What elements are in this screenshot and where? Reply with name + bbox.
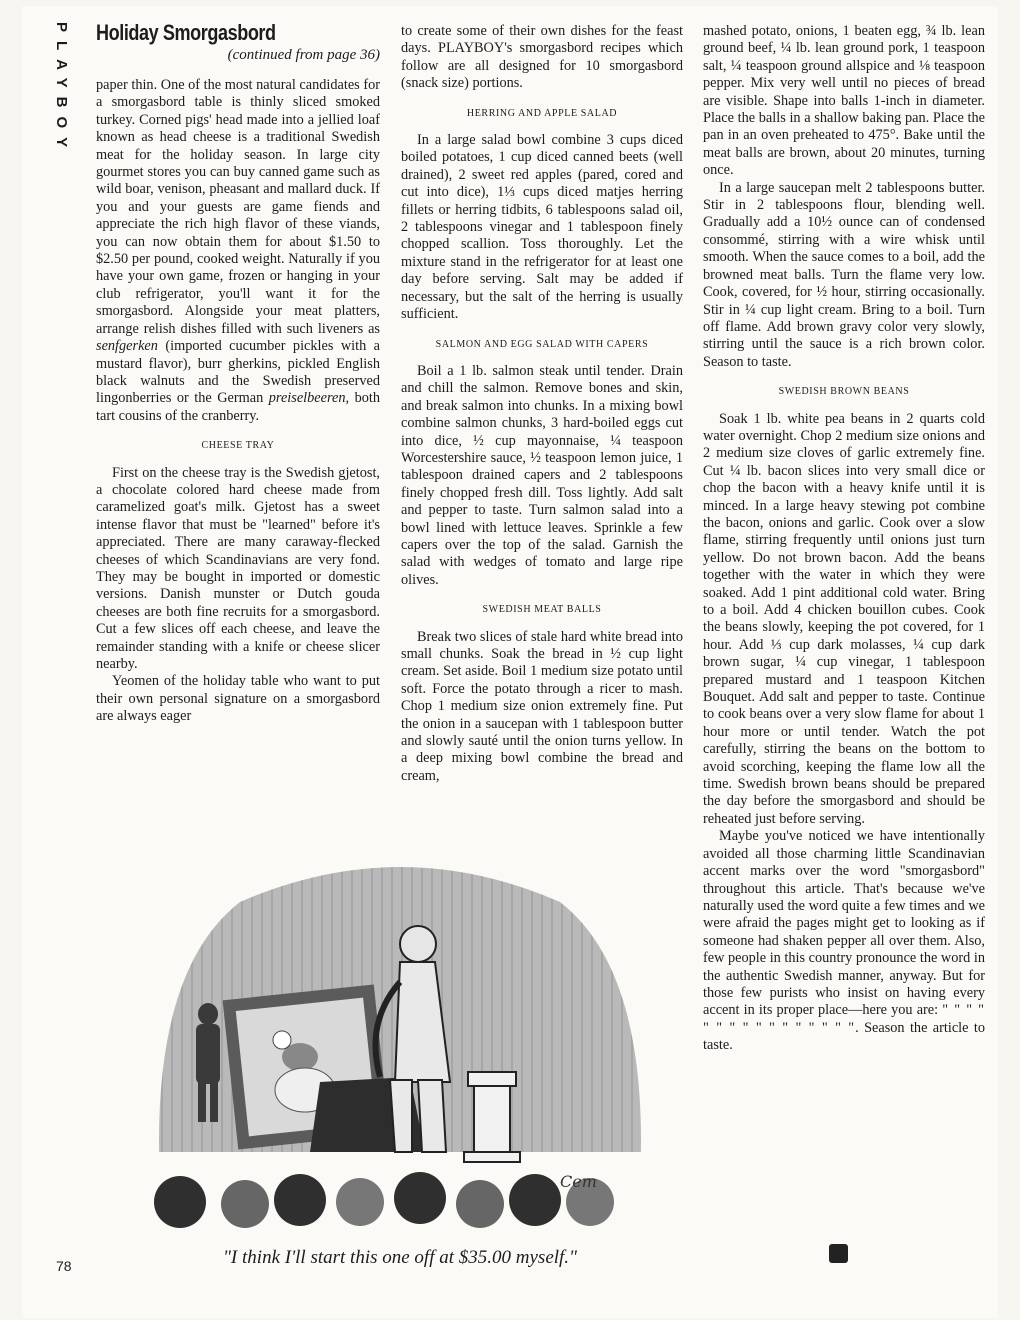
paragraph: Boil a 1 lb. salmon steak until tender. Drain and chill the salmon. Remove bones and skin, and break salmon into chunks. In a mixing bowl combine salmon chunks, 3 hard-boiled eggs cut into dice, ½ cup mayonnaise, ¼ teaspoon Worcestershire sauce, ½ teaspoon lemon juice, 1 tablespoon drained capers and 2 tablespoons finely chopped fresh dill. Toss lightly. Add salt and pepper to taste. Turn salmon salad into a bowl lined with lettuce leaves. Sprinkle a few capers over the top of the salad. Garnish the salad with wedges of tomato and large ripe olives. <box>401 362 683 588</box>
section-heading: CHEESE TRAY <box>201 440 275 452</box>
masthead: PLAYBOY <box>53 22 70 157</box>
cartoon-caption: "I think I'll start this one off at $35.00 myself." <box>222 1247 578 1268</box>
accent-marks: " " " " " " " " " " " " " " " " <box>703 1002 985 1036</box>
paragraph: Yeomen of the holiday table who want to put their own personal signature on a smorgasbord are always eager <box>96 673 380 725</box>
column-3 <box>703 23 985 1055</box>
section-heading: HERRING AND APPLE SALAD <box>466 107 618 119</box>
paragraph: mashed potato, onions, 1 beaten egg, ¾ lb. lean ground beef, ¼ lb. lean ground pork, 1 teaspoon salt, ¼ teaspoon ground allspice and ⅛ teaspoon pepper. Mix very well until no pieces of bread are visible. Shape into balls 1-inch in diameter. Place the balls in a shallow baking pan. Place the pan in an oven preheated to 475°. Bake until the meat balls are brown, about 20 minutes, turning once. <box>703 23 985 179</box>
section-heading: SALMON AND EGG SALAD WITH CAPERS <box>435 338 649 350</box>
page-number: 78 <box>56 1258 72 1274</box>
paragraph: First on the cheese tray is the Swedish gjetost, a chocolate colored hard cheese made from caramelized goat's milk. Gjetost has a sweet intense flavor that must be "learned" before it's appreciated. There are many caraway-flecked cheeses of which Scandinavians are very fond. They may be bought in imported or domestic versions. Danish munster or Dutch gouda cheeses are both fine recruits for a smorgasbord. Cut a few slices off each cheese, and leave the remainder standing with a knife or cheese slicer nearby. <box>96 464 380 672</box>
column-1 <box>96 77 380 726</box>
continued-note: (continued from page 36) <box>227 47 380 63</box>
paragraph: In a large salad bowl combine 3 cups diced boiled potatoes, 1 cup diced canned beets (well drained), 2 sweet red apples (pared, cored and cut into dice), 1⅓ cups diced matjes herring fillets or herring tidbits, 6 tablespoons salad oil, 2 tablespoons vinegar and 1 tablespoon finely chopped scallion. Toss thoroughly. Let the mixture stand in the refrigerator for at least one day before serving. Salt may be added if necessary, but the salt of the herring is usually sufficient. <box>401 132 683 323</box>
section-heading: SWEDISH MEAT BALLS <box>482 604 602 616</box>
section-heading: SWEDISH BROWN BEANS <box>778 386 910 398</box>
article-title: Holiday Smorgasbord <box>96 20 276 45</box>
paragraph: Break two slices of stale hard white bread into small chunks. Soak the bread in ½ cup light cream. Set aside. Boil 1 medium size potato until soft. Force the potato through a ricer to mash. Chop 1 medium size onion extremely fine. Put the onion in a saucepan with 1 tablespoon butter and slowly sauté until the onion turns yellow. In a deep mixing bowl combine the bread and cream, <box>401 628 683 784</box>
paragraph: In a large saucepan melt 2 tablespoons butter. Stir in 2 tablespoons flour, blending well. Gradually add a 10½ ounce can of condensed consommé, stirring with a wire whisk until smooth. When the sauce comes to a boil, add the browned meat balls. Turn the flame very low. Cook, covered, for ½ hour, stirring occasionally. Stir in ¼ cup light cream. Bring to a boil. Turn off flame. Add brown gravy color very slowly, stirring until the sauce is a rich brown color. Season to taste. <box>703 179 985 370</box>
paragraph: to create some of their own dishes for the feast days. PLAYBOY's smorgasbord recipes which follow are all designed for 10 smorgasbord (snack size) portions. <box>401 23 683 92</box>
cartoonist-signature: Cem <box>560 1172 597 1191</box>
paragraph: paper thin. One of the most natural candidates for a smorgasbord table is thinly sliced smoked turkey. Corned pigs' head made into a jellied loaf known as head cheese is a traditional Swedish meat for the holiday season. In large city gourmet stores you can buy canned game such as wild boar, venison, pheasant and mallard duck. If you and your guests are game fiends and appreciate the rich high flavor of these viands, you can now obtain them for about $1.50 to $2.50 per pound, cooked weight. Naturally if you have your own game, frozen or hanging in your club refrigerator, you'll want it for the smorgasbord. Alongside your meat platters, arrange relish dishes filled with such liveners as senfgerken (imported cucumber pickles with a mustard flavor), burr gherkins, pickled English black walnuts and the Swedish preserved lingonberries or the German preiselbeeren, both tart cousins of the cranberry. <box>96 77 380 424</box>
column-2 <box>401 23 683 785</box>
paragraph: Maybe you've noticed we have intentionally avoided all those charming little Scandinavian accent marks over the word "smorgasbord" throughout this article. That's because we've naturally used the word quite a few times and we were afraid the pages might get to looking as if someone had shaken pepper all over them. Also, few people in this country pronounce the word in the authentic Swedish manner, anyway. But for those few purists who insist on having every accent in its proper place—here you are: " " " " " " " " " " " " " " " ". Season the article to taste. <box>703 828 985 1054</box>
bunny-logo-icon <box>829 1244 848 1263</box>
paragraph: Soak 1 lb. white pea beans in 2 quarts cold water overnight. Chop 2 medium size onions and 2 medium size cloves of garlic extremely fine. Cut ¼ lb. bacon slices into very small dice or chop the bacon with a heavy knife until it is minced. In a large heavy stewing pot combine the bacon, onions and garlic. Cook over a slow flame, stirring frequently until onions just turn yellow. Do not brown bacon. Add the beans together with the water in which they were soaked. Add 1 pint additional cold water. Bring to a boil. Add 4 chicken bouillon cubes. Cook the beans slowly, keeping the pot covered, for 1 hour. Add ⅓ cup dark molasses, ¼ cup dark brown sugar, ¼ cup vinegar, 1 tablespoon prepared mustard and 1 teaspoon Kitchen Bouquet. Add salt and pepper to taste. Continue to cook beans over a very slow flame for about 1 hour more or until tender. Watch the pot carefully, stirring the beans on the bottom to avoid scorching, keeping the flame low all the time. Swedish brown beans should be prepared the day before the smorgasbord and should be reheated just before serving. <box>703 410 985 827</box>
cartoon-illustration <box>150 852 650 1242</box>
